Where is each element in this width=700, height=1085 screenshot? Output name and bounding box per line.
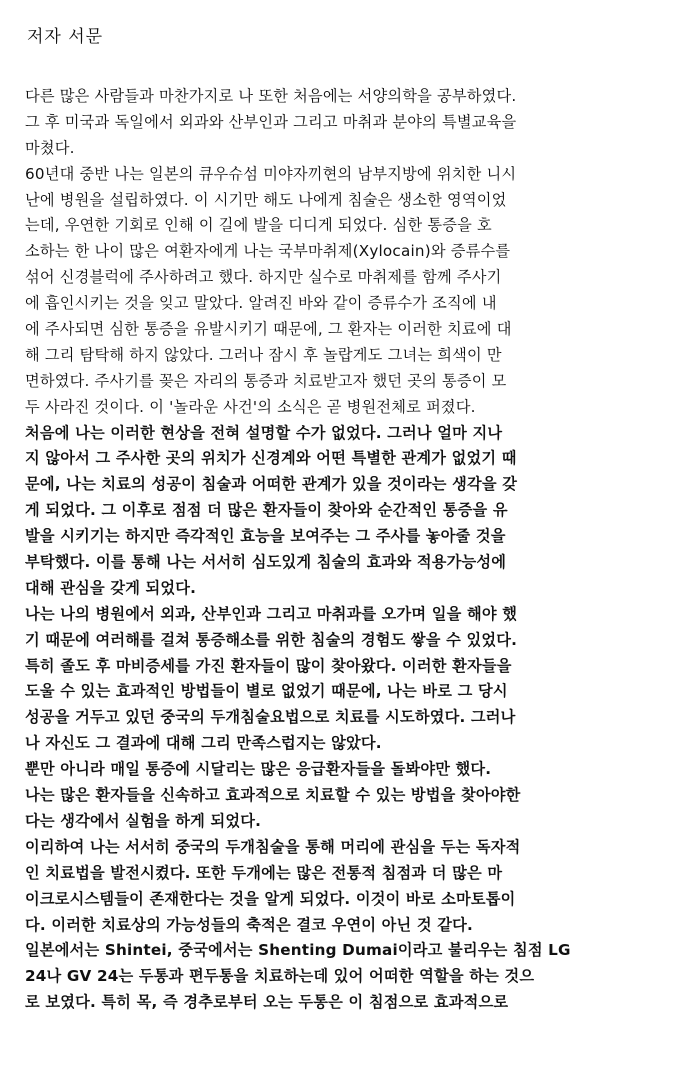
text-line: 나는 많은 환자들을 신속하고 효과적으로 치료할 수 있는 방법을 찾아야한 (25, 786, 521, 805)
text-line: 로 보였다. 특히 목, 즉 경추로부터 오는 두통은 이 침점으로 효과적으로 (25, 993, 509, 1012)
text-line: 도울 수 있는 효과적인 방법들이 별로 없었기 때문에, 나는 바로 그 당시 (25, 682, 508, 701)
body-text (25, 84, 690, 1016)
text-line: 문에, 나는 치료의 성공이 침술과 어떠한 관계가 있을 것이라는 생각을 갖 (25, 475, 518, 494)
text-line: 섞어 신경블럭에 주사하려고 했다. 하지만 실수로 마취제를 함께 주사기 (25, 268, 502, 287)
text-line: 게 되었다. 그 이후로 점점 더 많은 환자들이 찾아와 순간적인 통증을 유 (25, 501, 508, 520)
text-line: 발을 시키기는 하지만 즉각적인 효능을 보여주는 그 주사를 놓아줄 것을 (25, 527, 506, 546)
text-line: 는데, 우연한 기회로 인해 이 길에 발을 디디게 되었다. 심한 통증을 호 (25, 216, 492, 235)
text-line: 면하였다. 주사기를 꽂은 자리의 통증과 치료받고자 했던 곳의 통증이 모 (25, 371, 507, 390)
text-line: 두 사라진 것이다. 이 '놀라운 사건'의 소식은 곧 병원전체로 퍼졌다. (25, 397, 476, 416)
text-line: 다. 이러한 치료상의 가능성들의 축적은 결코 우연이 아닌 것 같다. (25, 915, 473, 934)
text-line: 60년대 중반 나는 일본의 큐우슈섬 미야자끼현의 남부지방에 위치한 니시 (25, 164, 517, 183)
text-line: 다른 많은 사람들과 마찬가지로 나 또한 처음에는 서양의학을 공부하였다. (25, 87, 517, 105)
text-line: 나는 나의 병원에서 외과, 산부인과 그리고 마취과를 오가며 일을 해야 했 (25, 604, 518, 623)
text-line: 이크로시스템들이 존재한다는 것을 알게 되었다. 이것이 바로 소마토톱이 (25, 889, 516, 908)
text-line: 난에 병원을 설립하였다. 이 시기만 해도 나에게 침술은 생소한 영역이었 (25, 190, 507, 209)
text-line: 다는 생각에서 실험을 하게 되었다. (25, 811, 262, 830)
text-line: 에 흡인시키는 것을 잊고 말았다. 알려진 바와 같이 증류수가 조직에 내 (25, 294, 497, 313)
text-line: 인 치료법을 발전시켰다. 또한 두개에는 많은 전통적 침점과 더 많은 마 (25, 863, 503, 882)
text-line: 이리하여 나는 서서히 중국의 두개침술을 통해 머리에 관심을 두는 독자적 (25, 837, 521, 856)
text-line: 소하는 한 나이 많은 여환자에게 나는 국부마취제(Xylocain)와 증류수를 (25, 242, 511, 261)
text-line: 뿐만 아니라 매일 통증에 시달리는 많은 응급환자들을 돌봐야만 했다. (25, 760, 492, 779)
text-line: 에 주사되면 심한 통증을 유발시키기 때문에, 그 환자는 이러한 치료에 대 (25, 320, 512, 339)
text-line: 나 자신도 그 결과에 대해 그리 만족스럽지는 않았다. (25, 734, 382, 753)
text-line: 성공을 거두고 있던 중국의 두개침술요법으로 치료를 시도하였다. 그러나 (25, 708, 516, 727)
text-line: 그 후 미국과 독일에서 외과와 산부인과 그리고 마취과 분야의 특별교육을 (25, 112, 517, 131)
page-title: 저자 서문 (27, 27, 104, 47)
text-line: 24나 GV 24는 두통과 편두통을 치료하는데 있어 어떠한 역할을 하는 것으 (25, 967, 535, 986)
text-line: 해 그리 탐탁해 하지 않았다. 그러나 잠시 후 놀랍게도 그녀는 희색이 만 (25, 345, 502, 364)
text-line: 부탁했다. 이를 통해 나는 서서히 심도있게 침술의 효과와 적용가능성에 (25, 553, 507, 572)
text-line: 지 않아서 그 주사한 곳의 위치가 신경계와 어떤 특별한 관계가 없었기 때 (25, 449, 517, 468)
text-line: 일본에서는 Shintei, 중국에서는 Shenting Dumai이라고 불리우는 침점 LG (25, 941, 571, 960)
text-line: 특히 졸도 후 마비증세를 가진 환자들이 많이 찾아왔다. 이러한 환자들을 (25, 656, 512, 675)
text-line: 처음에 나는 이러한 현상을 전혀 설명할 수가 없었다. 그러나 얼마 지나 (25, 423, 503, 442)
text-line: 기 때문에 여러해를 걸쳐 통증해소를 위한 침술의 경험도 쌓을 수 있었다. (25, 630, 518, 649)
text-line: 대해 관심을 갖게 되었다. (25, 578, 197, 597)
text-line: 마쳤다. (25, 138, 75, 157)
